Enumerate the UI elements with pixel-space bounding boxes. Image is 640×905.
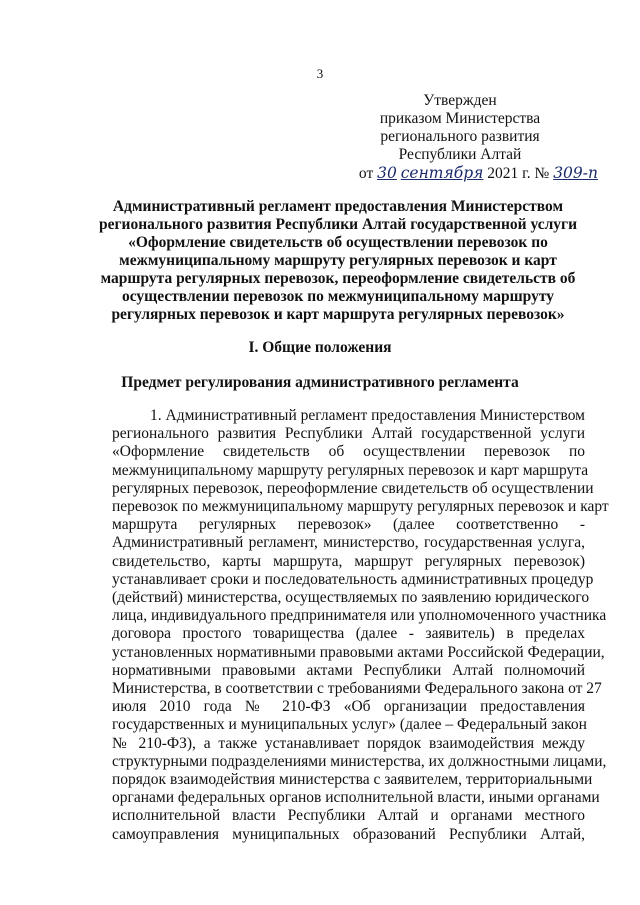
approval-line: Республики Алтай (398, 146, 522, 163)
title-line: регионального развития Республики Алтай государственной услуги (98, 216, 578, 233)
paragraph-line: самоуправления муниципальных образований Республики Алтай, (112, 825, 585, 843)
paragraph-line: структурными подразделениями министерства, их должностными лицами, (112, 752, 607, 770)
paragraph-line: маршрута регулярных перевозок» (далее соответственно - (112, 516, 585, 534)
paragraph-line: регионального развития Республики Алтай государственной услуги (112, 425, 585, 443)
title-line: регулярных перевозок и карт маршрута регулярных перевозок» (111, 306, 565, 323)
approval-stamp (340, 92, 598, 183)
paragraph-line: свидетельство, карты маршрута, маршрут регулярных перевозок) (112, 552, 585, 570)
page-number: 3 (316, 66, 324, 81)
title-line: межмуниципальному маршруту регулярных перевозок и карт (119, 252, 557, 269)
approval-line: регионального развития (380, 128, 540, 145)
handwritten-month: сентября (400, 164, 484, 182)
title-line: осуществлении перевозок по межмуниципальному маршруту (121, 288, 555, 305)
handwritten-order-number: 309-п (553, 164, 598, 182)
paragraph-line: июля 2010 года № 210-ФЗ «Об организации предоставления (112, 698, 585, 716)
paragraph-line: перевозок по межмуниципальному маршруту регулярных перевозок и карт (112, 498, 609, 516)
title-line: маршрута регулярных перевозок, переоформление свидетельств об (100, 270, 576, 287)
date-prefix: от (358, 165, 374, 182)
section-heading: I. Общие положения (248, 339, 392, 356)
paragraph-line: регулярных перевозок, переоформление свидетельств об осуществлении (112, 479, 594, 497)
paragraph-line: № 210-ФЗ), а также устанавливает порядок взаимодействия между (112, 734, 585, 752)
title-line: «Оформление свидетельств об осуществлении перевозок по (128, 234, 548, 251)
document-title (90, 198, 586, 324)
paragraph-line: органами федеральных органов исполнительной власти, иными органами (112, 789, 600, 807)
paragraph-line: (действий) министерства, осуществляемых по заявлению юридического (112, 589, 590, 607)
paragraph-line: Министерства, в соответствии с требованиями Федерального закона от 27 (112, 680, 602, 698)
paragraph-line: 1. Административный регламент предоставления Министерством (150, 407, 585, 424)
paragraph-line: «Оформление свидетельств об осуществлении перевозок по (112, 443, 585, 461)
paragraph-line: устанавливает сроки и последовательность административных процедур (112, 570, 594, 588)
paragraph-line: межмуниципальному маршруту регулярных перевозок и карт маршрута (112, 461, 589, 479)
handwritten-day: 30 (377, 164, 397, 182)
paragraph-line: лица, индивидуального предпринимателя или уполномоченного участника (112, 607, 607, 625)
paragraph-1 (112, 407, 609, 844)
approval-date-line (358, 164, 598, 183)
paragraph-line: порядок взаимодействия министерства с заявителем, территориальными (112, 771, 593, 789)
paragraph-line: Административный регламент, министерство, государственная услуга, (112, 534, 585, 552)
title-line: Административный регламент предоставления Министерством (112, 198, 564, 215)
date-year: 2021 г. № (487, 165, 550, 182)
paragraph-line: нормативными правовыми актами Республики Алтай полномочий (112, 661, 585, 679)
approval-line: Утвержден (423, 92, 497, 109)
paragraph-line: государственных и муниципальных услуг» (далее – Федеральный закон (112, 716, 587, 734)
paragraph-line: договора простого товарищества (далее - заявитель) в пределах (112, 625, 585, 643)
sub-heading: Предмет регулирования административного регламента (121, 374, 519, 391)
paragraph-line: исполнительной власти Республики Алтай и органами местного (112, 807, 585, 825)
approval-line: приказом Министерства (379, 110, 541, 127)
paragraph-line: установленных нормативными правовыми актами Российской Федерации, (112, 643, 605, 661)
